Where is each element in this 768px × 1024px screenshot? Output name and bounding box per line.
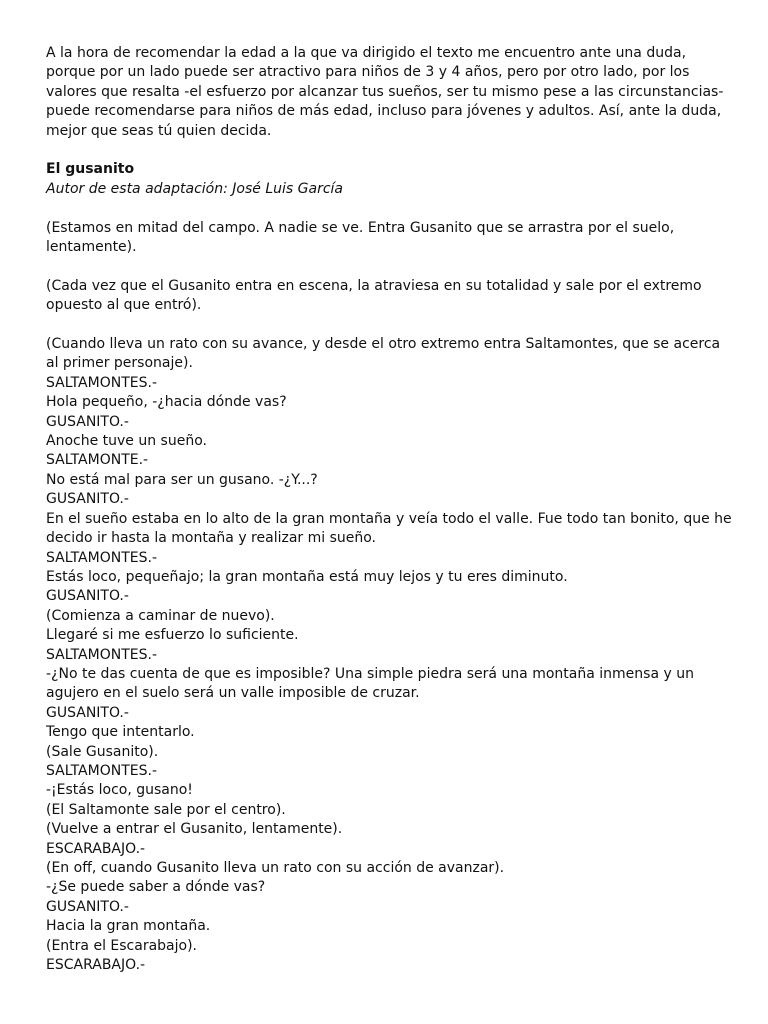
dialogue-line: -¡Estás loco, gusano! (46, 782, 193, 799)
dialogue-line: GUSANITO.- (46, 588, 129, 605)
dialogue-line: -¿No te das cuenta de que es imposible? Una simple piedra será una montaña inmensa y un agujero en el suelo será un valle imposible de cruzar. (46, 665, 694, 702)
dialogue (46, 335, 736, 975)
dialogue-line: (Entra el Escarabajo). (46, 937, 197, 954)
dialogue-line: GUSANITO.- (46, 704, 129, 721)
dialogue-line: No está mal para ser un gusano. -¿Y...? (46, 471, 318, 488)
intro-paragraph: A la hora de recomendar la edad a la que va dirigido el texto me encuentro ante una duda, porque por un lado puede ser atractivo para niños de 3 y 4 años, pero por otro lado, por los valores que resalta -el esfuerzo por alcanzar tus sueños, ser tu mismo pese a las circunstancias- puede recomendarse para niños de más edad, incluso para jóvenes y adultos. Así, ante la duda, mejor que seas tú quien decida. (46, 45, 724, 139)
dialogue-line: (Vuelve a entrar el Gusanito, lentamente). (46, 821, 343, 838)
dialogue-line: Estás loco, pequeñajo; la gran montaña está muy lejos y tu eres diminuto. (46, 568, 568, 585)
dialogue-line: SALTAMONTE.- (46, 452, 149, 469)
stage-direction: (Estamos en mitad del campo. A nadie se ve. Entra Gusanito que se arrastra por el suelo, lentamente). (46, 219, 675, 256)
dialogue-line: Llegaré si me esfuerzo lo suficiente. (46, 627, 299, 644)
dialogue-line: (Cuando lleva un rato con su avance, y desde el otro extremo entra Saltamontes, que se acerca al primer personaje). (46, 336, 721, 372)
dialogue-line: (Sale Gusanito). (46, 743, 159, 760)
dialogue-line: SALTAMONTES.- (46, 374, 157, 391)
dialogue-line: Anoche tuve un sueño. (46, 433, 207, 450)
dialogue-line: Hola pequeño, -¿hacia dónde vas? (46, 394, 287, 411)
document-page (46, 44, 736, 975)
dialogue-line: -¿Se puede saber a dónde vas? (46, 879, 266, 896)
dialogue-line: SALTAMONTES.- (46, 646, 157, 663)
dialogue-line: En el sueño estaba en lo alto de la gran montaña y veía todo el valle. Fue todo tan bonito, que he decido ir hasta la montaña y realizar mi sueño. (46, 510, 732, 547)
dialogue-line: SALTAMONTES.- (46, 762, 157, 779)
dialogue-line: GUSANITO.- (46, 491, 129, 508)
dialogue-line: (En off, cuando Gusanito lleva un rato con su acción de avanzar). (46, 860, 505, 876)
dialogue-line: ESCARABAJO.- (46, 840, 146, 857)
dialogue-line: ESCARABAJO.- (46, 957, 146, 974)
play-author: Autor de esta adaptación: José Luis García (46, 180, 343, 197)
dialogue-line: Tengo que intentarlo. (46, 724, 195, 741)
dialogue-line: GUSANITO.- (46, 898, 129, 915)
play-title: El gusanito (46, 161, 135, 178)
dialogue-line: Hacia la gran montaña. (46, 918, 211, 935)
dialogue-line: (Comienza a caminar de nuevo). (46, 607, 275, 624)
stage-direction: (Cada vez que el Gusanito entra en escena, la atraviesa en su totalidad y sale por el extremo opuesto al que entró). (46, 277, 702, 314)
dialogue-line: SALTAMONTES.- (46, 549, 157, 566)
dialogue-line: (El Saltamonte sale por el centro). (46, 801, 286, 818)
dialogue-line: GUSANITO.- (46, 413, 129, 430)
